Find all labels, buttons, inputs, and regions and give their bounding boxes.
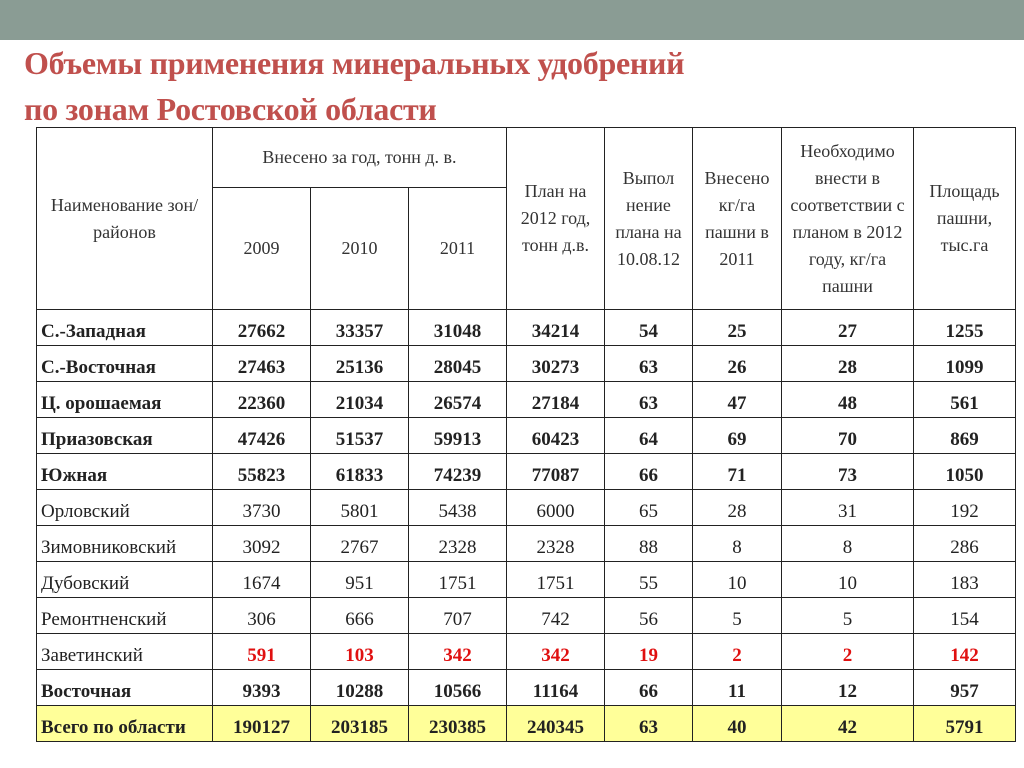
header-applied-per-year: Внесено за год, тонн д. в. <box>213 128 507 188</box>
cell: 27 <box>782 310 914 346</box>
cell: 77087 <box>507 454 605 490</box>
table-row <box>37 490 1016 526</box>
cell: 286 <box>914 526 1016 562</box>
row-name: Зимовниковский <box>37 526 213 562</box>
cell: 10566 <box>409 670 507 706</box>
table-row <box>37 310 1016 346</box>
cell: 73 <box>782 454 914 490</box>
cell: 88 <box>605 526 693 562</box>
header-required-2012: Необходимо внести в соответствии с планом в 2012 году, кг/га пашни <box>782 128 914 310</box>
cell: 869 <box>914 418 1016 454</box>
row-name: Заветинский <box>37 634 213 670</box>
cell: 27463 <box>213 346 311 382</box>
cell: 48 <box>782 382 914 418</box>
cell: 40 <box>693 706 782 742</box>
row-name: Южная <box>37 454 213 490</box>
cell: 666 <box>311 598 409 634</box>
cell: 342 <box>409 634 507 670</box>
cell: 31 <box>782 490 914 526</box>
cell: 203185 <box>311 706 409 742</box>
cell: 51537 <box>311 418 409 454</box>
cell: 28 <box>693 490 782 526</box>
title-line-2: по зонам Ростовской области <box>24 91 437 127</box>
cell: 951 <box>311 562 409 598</box>
title-line-1: Объемы применения минеральных удобрений <box>24 45 685 81</box>
cell: 192 <box>914 490 1016 526</box>
cell: 60423 <box>507 418 605 454</box>
cell: 10 <box>782 562 914 598</box>
header-applied-2011: Внесено кг/га пашни в 2011 <box>693 128 782 310</box>
cell: 5801 <box>311 490 409 526</box>
cell: 47 <box>693 382 782 418</box>
cell: 240345 <box>507 706 605 742</box>
row-name: Орловский <box>37 490 213 526</box>
cell: 56 <box>605 598 693 634</box>
cell: 59913 <box>409 418 507 454</box>
cell: 707 <box>409 598 507 634</box>
row-name: С.-Восточная <box>37 346 213 382</box>
cell: 66 <box>605 670 693 706</box>
cell: 103 <box>311 634 409 670</box>
cell: 71 <box>693 454 782 490</box>
cell: 1050 <box>914 454 1016 490</box>
cell: 42 <box>782 706 914 742</box>
cell: 69 <box>693 418 782 454</box>
cell: 28 <box>782 346 914 382</box>
cell: 2 <box>693 634 782 670</box>
cell: 1751 <box>507 562 605 598</box>
cell: 54 <box>605 310 693 346</box>
cell: 63 <box>605 382 693 418</box>
cell: 190127 <box>213 706 311 742</box>
table-row <box>37 382 1016 418</box>
cell: 55 <box>605 562 693 598</box>
row-name: Ремонтненский <box>37 598 213 634</box>
cell: 8 <box>782 526 914 562</box>
slide-title <box>24 40 1004 132</box>
cell: 11 <box>693 670 782 706</box>
table-row <box>37 562 1016 598</box>
cell: 27184 <box>507 382 605 418</box>
cell: 26574 <box>409 382 507 418</box>
cell: 34214 <box>507 310 605 346</box>
cell: 5438 <box>409 490 507 526</box>
fertilizer-table <box>36 127 1016 742</box>
cell: 30273 <box>507 346 605 382</box>
row-name: Восточная <box>37 670 213 706</box>
cell: 70 <box>782 418 914 454</box>
cell: 33357 <box>311 310 409 346</box>
cell: 561 <box>914 382 1016 418</box>
cell: 10288 <box>311 670 409 706</box>
table-row <box>37 454 1016 490</box>
cell: 5 <box>782 598 914 634</box>
table-row <box>37 670 1016 706</box>
table-row <box>37 598 1016 634</box>
table-row <box>37 526 1016 562</box>
cell: 63 <box>605 346 693 382</box>
cell: 66 <box>605 454 693 490</box>
cell: 8 <box>693 526 782 562</box>
top-bar <box>0 0 1024 40</box>
header-arable-area: Площадь пашни, тыс.га <box>914 128 1016 310</box>
cell: 1674 <box>213 562 311 598</box>
cell: 1099 <box>914 346 1016 382</box>
cell: 21034 <box>311 382 409 418</box>
cell: 47426 <box>213 418 311 454</box>
cell: 1751 <box>409 562 507 598</box>
row-name: С.-Западная <box>37 310 213 346</box>
table-body <box>37 310 1016 742</box>
total-row <box>37 706 1016 742</box>
cell: 22360 <box>213 382 311 418</box>
header-plan-2012: План на 2012 год, тонн д.в. <box>507 128 605 310</box>
table-row <box>37 634 1016 670</box>
cell: 154 <box>914 598 1016 634</box>
cell: 591 <box>213 634 311 670</box>
row-name: Дубовский <box>37 562 213 598</box>
cell: 31048 <box>409 310 507 346</box>
cell: 6000 <box>507 490 605 526</box>
cell: 2 <box>782 634 914 670</box>
cell: 2328 <box>409 526 507 562</box>
cell: 55823 <box>213 454 311 490</box>
cell: 65 <box>605 490 693 526</box>
header-name: Наименование зон/районов <box>37 128 213 310</box>
table-row <box>37 346 1016 382</box>
cell: 183 <box>914 562 1016 598</box>
table-row <box>37 418 1016 454</box>
cell: 2328 <box>507 526 605 562</box>
row-name: Приазовская <box>37 418 213 454</box>
header-year-2009: 2009 <box>213 188 311 310</box>
cell: 26 <box>693 346 782 382</box>
cell: 19 <box>605 634 693 670</box>
cell: 27662 <box>213 310 311 346</box>
cell: 3092 <box>213 526 311 562</box>
cell: 5791 <box>914 706 1016 742</box>
row-name: Ц. орошаемая <box>37 382 213 418</box>
cell: 10 <box>693 562 782 598</box>
cell: 5 <box>693 598 782 634</box>
cell: 230385 <box>409 706 507 742</box>
cell: 74239 <box>409 454 507 490</box>
header-plan-execution: Выпол нение плана на 10.08.12 <box>605 128 693 310</box>
cell: 28045 <box>409 346 507 382</box>
cell: 25 <box>693 310 782 346</box>
cell: 9393 <box>213 670 311 706</box>
cell: 306 <box>213 598 311 634</box>
cell: 142 <box>914 634 1016 670</box>
cell: 2767 <box>311 526 409 562</box>
cell: 11164 <box>507 670 605 706</box>
cell: 957 <box>914 670 1016 706</box>
cell: 61833 <box>311 454 409 490</box>
cell: 1255 <box>914 310 1016 346</box>
cell: 342 <box>507 634 605 670</box>
header-year-2011: 2011 <box>409 188 507 310</box>
cell: 12 <box>782 670 914 706</box>
row-name: Всего по области <box>37 706 213 742</box>
cell: 64 <box>605 418 693 454</box>
cell: 63 <box>605 706 693 742</box>
cell: 3730 <box>213 490 311 526</box>
cell: 742 <box>507 598 605 634</box>
table-header <box>37 128 1016 310</box>
cell: 25136 <box>311 346 409 382</box>
header-year-2010: 2010 <box>311 188 409 310</box>
